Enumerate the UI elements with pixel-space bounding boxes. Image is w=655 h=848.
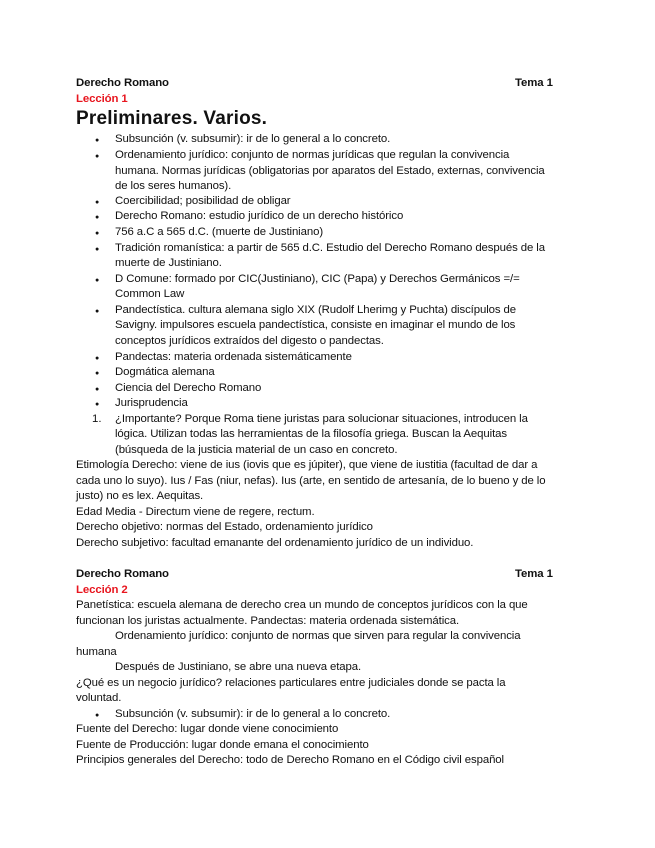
list-item: 756 a.C a 565 d.C. (muerte de Justiniano) — [115, 226, 324, 238]
paragraph-line: Fuente del Derecho: lugar donde viene conocimiento — [76, 723, 339, 735]
paragraph-line: humana — [76, 646, 117, 658]
tema-label: Tema 1 — [515, 77, 553, 89]
bullet-icon: ● — [95, 137, 100, 144]
course-title: Derecho Romano — [76, 568, 169, 580]
list-item: Tradición romanística: a partir de 565 d.C. Estudio del Derecho Romano después de la — [115, 242, 545, 254]
paragraph-line: Ordenamiento jurídico: conjunto de normas que sirven para regular la convivencia — [115, 630, 521, 642]
paragraph-line: Fuente de Producción: lugar donde emana el conocimiento — [76, 739, 369, 751]
bullet-icon: ● — [95, 199, 100, 206]
bullet-icon: ● — [95, 153, 100, 160]
section-heading: Preliminares. Varios. — [76, 108, 268, 129]
numbered-item-continuation: (búsqueda de la justicia material de un caso en concreto. — [115, 444, 398, 456]
list-item-continuation: Common Law — [115, 288, 185, 300]
list-item: Coercibilidad; posibilidad de obligar — [115, 195, 291, 207]
numbered-item-continuation: lógica. Utilizan todas las herramientas de la filosofía griega. Buscan la Aequitas — [115, 428, 507, 440]
bullet-icon: ● — [95, 214, 100, 221]
list-item: Dogmática alemana — [115, 366, 215, 378]
paragraph-line: cada uno lo suyo). Ius / Fas (niur, nefas). Ius (arte, en sentido de artesanía, de lo bueno y de lo — [76, 475, 546, 487]
list-item: Jurisprudencia — [115, 397, 188, 409]
bullet-icon: ● — [95, 246, 100, 253]
list-item: Ordenamiento jurídico: conjunto de normas jurídicas que regulan la convivencia — [115, 149, 510, 161]
list-number: 1. — [92, 413, 102, 425]
list-item: Pandectística. cultura alemana siglo XIX (Rudolf Lherimg y Puchta) discípulos de — [115, 304, 517, 316]
list-item-continuation: humana. Normas jurídicas (obligatorias por aparatos del Estado, externas, convivencia — [115, 165, 545, 177]
list-item: Pandectas: materia ordenada sistemáticamente — [115, 351, 352, 363]
bullet-icon: ● — [95, 277, 100, 284]
course-title: Derecho Romano — [76, 77, 169, 89]
bullet-icon: ● — [95, 308, 100, 315]
paragraph-line: voluntad. — [76, 692, 122, 704]
paragraph-line: Derecho objetivo: normas del Estado, ordenamiento jurídico — [76, 521, 373, 533]
lesson-label: Lección 2 — [76, 584, 128, 596]
bullet-icon: ● — [95, 355, 100, 362]
paragraph-line: justo) no es lex. Aequitas. — [76, 490, 204, 502]
bullet-icon: ● — [95, 712, 100, 719]
bullet-icon: ● — [95, 401, 100, 408]
lesson-label: Lección 1 — [76, 93, 128, 105]
paragraph-line: funcionan los juristas actualmente. Pandectas: materia ordenada sistemática. — [76, 615, 460, 627]
paragraph-line: Principios generales del Derecho: todo de Derecho Romano en el Código civil español — [76, 754, 504, 766]
paragraph-line: ¿Qué es un negocio jurídico? relaciones particulares entre judiciales donde se pacta la — [76, 677, 506, 689]
paragraph-line: Derecho subjetivo: facultad emanante del ordenamiento jurídico de un individuo. — [76, 537, 474, 549]
list-item-continuation: muerte de Justiniano. — [115, 257, 222, 269]
list-item-continuation: conceptos jurídicos extraídos del digesto o pandectas. — [115, 335, 384, 347]
bullet-icon: ● — [95, 386, 100, 393]
paragraph-line: Etimología Derecho: viene de ius (iovis que es júpiter), que viene de iustitia (facultad de dar a — [76, 459, 538, 471]
list-item: Ciencia del Derecho Romano — [115, 382, 262, 394]
list-item: Subsunción (v. subsumir): ir de lo general a lo concreto. — [115, 708, 391, 720]
paragraph-line: Panetística: escuela alemana de derecho crea un mundo de conceptos jurídicos con la que — [76, 599, 528, 611]
tema-label: Tema 1 — [515, 568, 553, 580]
list-item: Derecho Romano: estudio jurídico de un derecho histórico — [115, 210, 404, 222]
bullet-icon: ● — [95, 370, 100, 377]
bullet-icon: ● — [95, 230, 100, 237]
list-item: Subsunción (v. subsumir): ir de lo general a lo concreto. — [115, 133, 391, 145]
list-item-continuation: Savigny. impulsores escuela pandectística, consiste en imaginar el mundo de los — [115, 319, 516, 331]
numbered-item: ¿Importante? Porque Roma tiene juristas para solucionar situaciones, introducen la — [115, 413, 528, 425]
list-item-continuation: de los seres humanos). — [115, 180, 232, 192]
paragraph-line: Después de Justiniano, se abre una nueva etapa. — [115, 661, 362, 673]
list-item: D Comune: formado por CIC(Justiniano), CIC (Papa) y Derechos Germánicos =/= — [115, 273, 520, 285]
paragraph-line: Edad Media - Directum viene de regere, rectum. — [76, 506, 315, 518]
